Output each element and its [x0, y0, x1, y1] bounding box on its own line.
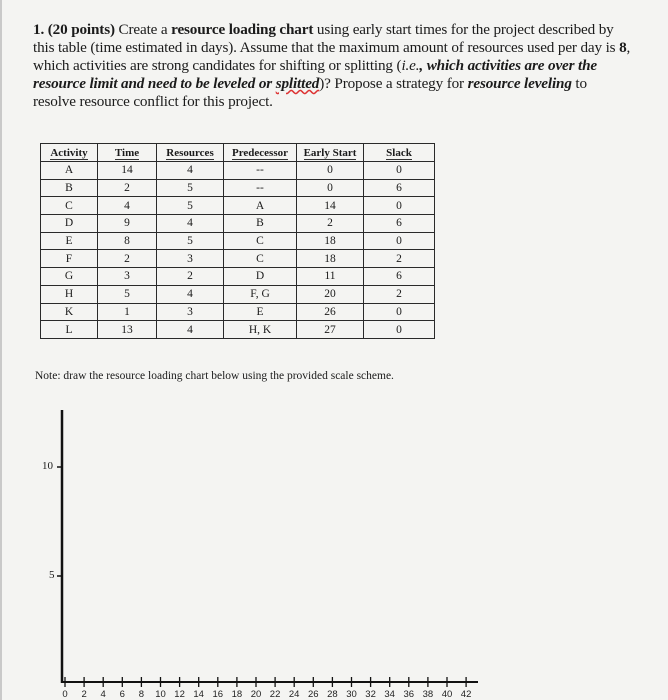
question-points: (20 points) [47, 21, 115, 38]
cell-slack: 0 [364, 232, 435, 250]
header-early-start: Early Start [297, 144, 364, 162]
question-text-part: , which activities are strong candidates for shifting or splitting ( [33, 39, 631, 74]
header-activity: Activity [41, 144, 98, 162]
x-tick-label: 18 [231, 689, 243, 700]
cell-early-start: 18 [297, 250, 364, 268]
cell-activity: A [41, 162, 98, 180]
cell-resources: 3 [157, 303, 224, 321]
cell-slack: 6 [364, 268, 435, 286]
cell-activity: H [41, 285, 98, 303]
cell-slack: 0 [364, 197, 435, 215]
cell-early-start: 20 [297, 285, 364, 303]
cell-early-start: 2 [297, 215, 364, 233]
header-slack: Slack [364, 144, 435, 162]
x-tick-label: 4 [100, 689, 106, 700]
cell-time: 2 [98, 179, 157, 197]
question-text-part: Create a [114, 21, 172, 38]
x-tick-label: 28 [327, 689, 338, 700]
x-tick-label: 36 [403, 689, 415, 700]
cell-slack: 2 [364, 285, 435, 303]
cell-early-start: 11 [297, 268, 364, 286]
cell-early-start: 27 [297, 321, 364, 339]
header-resources: Resources [157, 144, 224, 162]
question-italic-ie: i.e. [401, 57, 420, 74]
cell-early-start: 0 [297, 162, 364, 180]
question-italic-text: , which activities are over the resource limit and need to be leveled or [33, 57, 597, 92]
question-italic-wavy: splitted [275, 75, 320, 92]
chart-note: Note: draw the resource loading chart below using the provided scale scheme. [35, 370, 394, 382]
x-tick-label: 16 [212, 689, 224, 700]
cell-predecessor: C [224, 232, 297, 250]
cell-resources: 5 [157, 232, 224, 250]
cell-resources: 2 [157, 268, 224, 286]
x-tick-label: 22 [269, 689, 281, 700]
question-text-part: )? Propose a strategy for [319, 75, 468, 92]
x-tick-label: 12 [174, 689, 185, 700]
cell-resources: 4 [157, 215, 224, 233]
x-tick-label: 40 [441, 689, 453, 700]
header-predecessor: Predecessor [224, 144, 297, 162]
cell-slack: 2 [364, 250, 435, 268]
x-tick-label: 8 [138, 689, 145, 700]
x-tick-label: 34 [384, 689, 395, 700]
cell-activity: K [41, 303, 98, 321]
cell-time: 8 [98, 232, 157, 250]
y-label-5: 5 [49, 569, 55, 581]
cell-early-start: 14 [297, 197, 364, 215]
cell-resources: 3 [157, 250, 224, 268]
cell-activity: F [41, 250, 98, 268]
cell-predecessor: B [224, 215, 297, 233]
cell-activity: B [41, 179, 98, 197]
y-label-10: 10 [42, 460, 53, 472]
cell-predecessor: A [224, 197, 297, 215]
question-bold-italic-term: resource leveling [467, 75, 572, 92]
cell-resources: 4 [157, 321, 224, 339]
cell-resources: 5 [157, 197, 224, 215]
x-tick-label: 14 [193, 689, 204, 700]
x-tick-label: 42 [460, 689, 472, 700]
header-time: Time [98, 144, 157, 162]
cell-time: 4 [98, 197, 157, 215]
x-tick-label: 0 [62, 689, 68, 700]
cell-time: 1 [98, 303, 157, 321]
cell-slack: 0 [364, 303, 435, 321]
cell-activity: C [41, 197, 98, 215]
cell-resources: 4 [157, 285, 224, 303]
cell-time: 5 [98, 285, 157, 303]
x-tick-label: 32 [365, 689, 376, 700]
cell-time: 2 [98, 250, 157, 268]
x-tick-label: 10 [155, 689, 166, 700]
cell-time: 9 [98, 215, 157, 233]
question-number: 1. [33, 21, 45, 38]
x-tick-label: 26 [308, 689, 319, 700]
cell-predecessor: -- [224, 162, 297, 180]
cell-slack: 0 [364, 321, 435, 339]
question-bold-term: 8 [619, 39, 627, 56]
cell-resources: 4 [157, 162, 224, 180]
x-tick-label: 6 [119, 689, 125, 700]
cell-activity: E [41, 232, 98, 250]
question-text-part: to resolve resource conflict for this project. [33, 75, 587, 110]
x-tick-label: 38 [422, 689, 434, 700]
question-bold-term: resource loading chart [171, 21, 314, 38]
cell-predecessor: H, K [224, 321, 297, 339]
cell-activity: L [41, 321, 98, 339]
cell-early-start: 0 [297, 179, 364, 197]
cell-slack: 6 [364, 179, 435, 197]
cell-predecessor: D [224, 268, 297, 286]
x-tick-label: 2 [81, 689, 87, 700]
cell-time: 13 [98, 321, 157, 339]
x-tick-label: 20 [250, 689, 262, 700]
cell-predecessor: C [224, 250, 297, 268]
question-text-part: using early start times for the project described by this table (time estimated in days). Assume that the maximum amount of resources used per day is [33, 21, 620, 56]
cell-resources: 5 [157, 179, 224, 197]
cell-early-start: 18 [297, 232, 364, 250]
cell-predecessor: E [224, 303, 297, 321]
cell-slack: 0 [364, 162, 435, 180]
cell-time: 14 [98, 162, 157, 180]
cell-activity: G [41, 268, 98, 286]
cell-slack: 6 [364, 215, 435, 233]
cell-predecessor: -- [224, 179, 297, 197]
x-tick-label: 24 [288, 689, 300, 700]
cell-time: 3 [98, 268, 157, 286]
cell-activity: D [41, 215, 98, 233]
x-tick-label: 30 [346, 689, 357, 700]
cell-predecessor: F, G [224, 285, 297, 303]
cell-early-start: 26 [297, 303, 364, 321]
